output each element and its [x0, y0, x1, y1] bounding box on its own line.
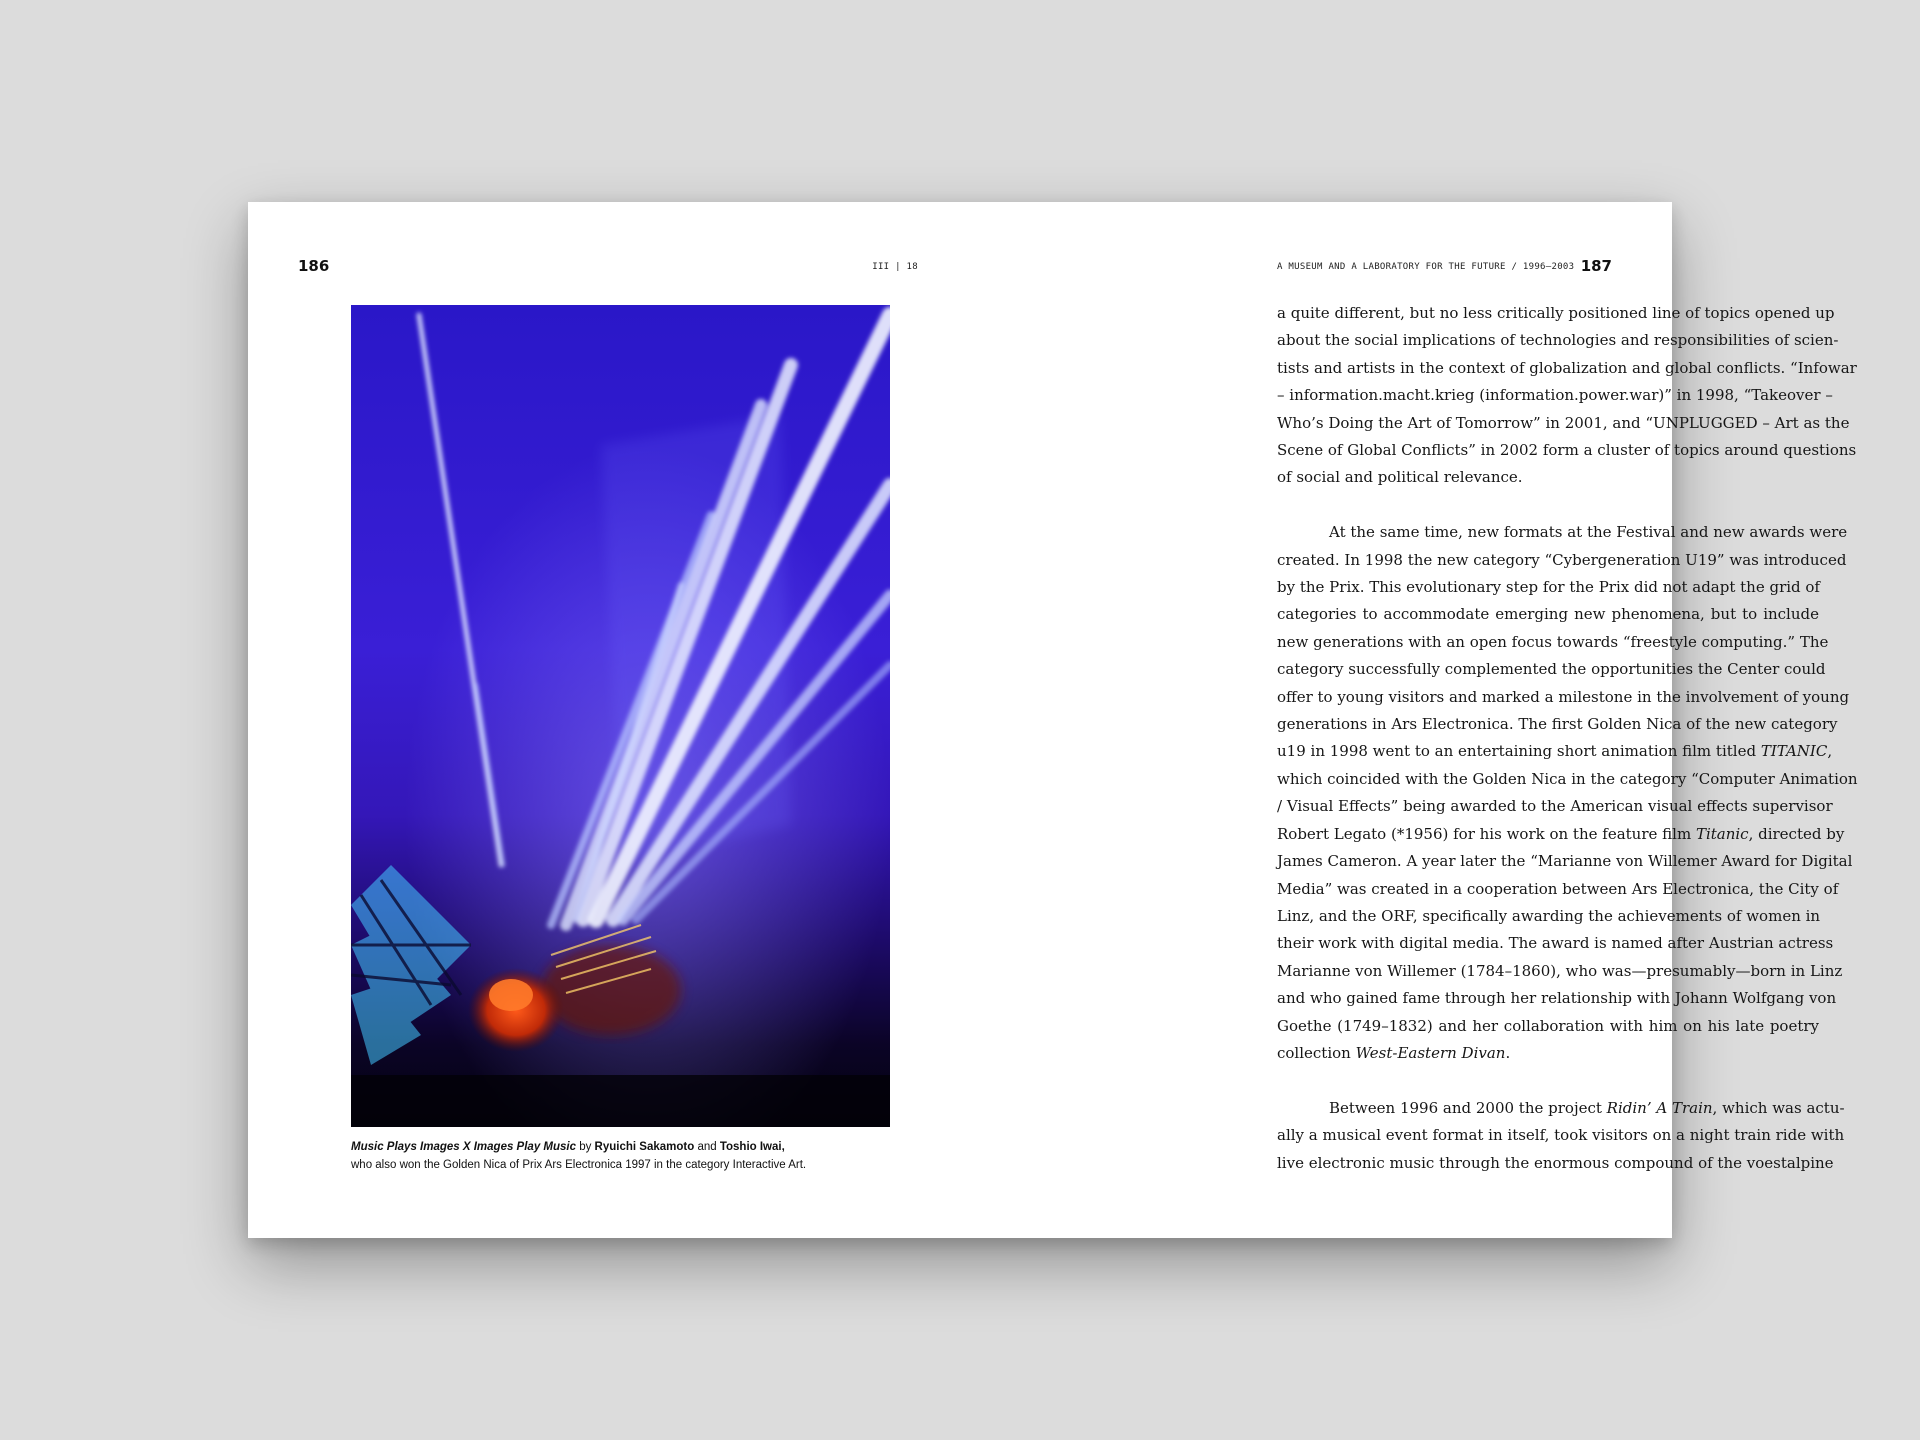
italic-title: West-Eastern Divan	[1355, 1043, 1506, 1062]
text-line	[1277, 985, 1837, 1012]
text-line	[1277, 876, 1839, 903]
caption-artist-2: Toshio Iwai,	[719, 1141, 785, 1153]
text-run: of social and political relevance.	[1277, 468, 1523, 487]
text-run: tists and artists in the context of globalization and global conflicts. “Infowar	[1277, 358, 1857, 377]
text-line	[1277, 355, 1857, 382]
text-run: Robert Legato (*1956) for his work on the feature film	[1277, 824, 1696, 843]
text-line	[1277, 821, 1845, 848]
text-line	[1277, 1040, 1819, 1067]
text-run: and who gained fame through her relationship with Johann Wolfgang von	[1277, 989, 1837, 1008]
text-line	[1277, 1122, 1845, 1149]
caption-artwork-title: Music Plays Images X Images Play Music	[351, 1141, 576, 1153]
text-run: – information.macht.krieg (information.power.war)” in 1998, “Takeover –	[1277, 386, 1833, 405]
text-run: , directed by	[1748, 824, 1845, 843]
body-paragraph	[1277, 1095, 1845, 1177]
running-head: III | 18	[872, 262, 918, 272]
text-run: Marianne von Willemer (1784–1860), who was—presumably—born in Linz	[1277, 961, 1843, 980]
text-run: live electronic music through the enormous compound of the voestalpine	[1277, 1153, 1834, 1172]
text-line	[1277, 382, 1833, 409]
text-run: Between 1996 and 2000 the project	[1329, 1098, 1607, 1117]
text-line	[1277, 738, 1833, 765]
body-text	[1277, 300, 1858, 1177]
text-run: Goethe (1749–1832) and her collaboration with him on his late poetry	[1277, 1016, 1819, 1035]
body-paragraph	[1277, 300, 1857, 492]
caption-by: by	[576, 1141, 595, 1153]
italic-title: Ridin’ A Train	[1606, 1098, 1713, 1117]
caption-and: and	[694, 1141, 720, 1153]
text-line	[1277, 1013, 1819, 1040]
text-line	[1277, 601, 1819, 628]
text-run: Who’s Doing the Art of Tomorrow” in 2001, and “UNPLUGGED – Art as the	[1277, 413, 1850, 432]
text-line	[1277, 547, 1847, 574]
text-run: Media” was created in a cooperation between Ars Electronica, the City of	[1277, 879, 1839, 898]
text-run: about the social implications of technologies and responsibilities of scien-	[1277, 331, 1839, 350]
text-run: offer to young visitors and marked a milestone in the involvement of young	[1277, 687, 1850, 706]
text-line	[1277, 437, 1857, 464]
text-line	[1277, 684, 1850, 711]
text-line	[1277, 793, 1833, 820]
text-line	[1277, 958, 1843, 985]
page-number: 186	[298, 257, 330, 275]
text-line	[1277, 519, 1848, 546]
page-number: 187	[1580, 257, 1612, 275]
text-run: Scene of Global Conflicts” in 2002 form a cluster of topics around questions	[1277, 441, 1857, 460]
text-run: u19 in 1998 went to an entertaining short animation film titled	[1277, 742, 1761, 761]
text-run: .	[1505, 1043, 1511, 1062]
italic-title: TITANIC	[1760, 742, 1828, 761]
text-run: ,	[1827, 742, 1833, 761]
text-line	[1277, 848, 1853, 875]
text-run: ally a musical event format in itself, took visitors on a night train ride with	[1277, 1126, 1845, 1145]
caption-line-1	[351, 1138, 911, 1156]
right-page	[960, 202, 1858, 1238]
text-run: which coincided with the Golden Nica in the category “Computer Animation	[1277, 769, 1858, 788]
italic-title: Titanic	[1695, 824, 1749, 843]
text-line	[1277, 930, 1834, 957]
text-run: category successfully complemented the opportunities the Center could	[1277, 660, 1826, 679]
running-head: A MUSEUM AND A LABORATORY FOR THE FUTURE / 1996–2003	[1277, 262, 1575, 272]
text-run: / Visual Effects” being awarded to the American visual effects supervisor	[1277, 797, 1833, 816]
text-run: their work with digital media. The award is named after Austrian actress	[1277, 934, 1834, 953]
text-run: James Cameron. A year later the “Marianne von Willemer Award for Digital	[1277, 852, 1853, 871]
figure-caption	[351, 1138, 911, 1174]
text-line	[1277, 1150, 1834, 1177]
text-run: Linz, and the ORF, specifically awarding the achievements of women in	[1277, 906, 1821, 925]
left-page	[248, 202, 960, 1238]
text-run: generations in Ars Electronica. The first Golden Nica of the new category	[1277, 715, 1838, 734]
text-run: a quite different, but no less critically positioned line of topics opened up	[1277, 304, 1835, 322]
text-line	[1277, 903, 1819, 930]
text-run: collection	[1277, 1043, 1356, 1062]
text-line	[1277, 629, 1829, 656]
text-run: by the Prix. This evolutionary step for the Prix did not adapt the grid of	[1277, 578, 1820, 597]
concert-photo	[351, 305, 890, 1127]
text-run: At the same time, new formats at the Festival and new awards were	[1329, 523, 1848, 542]
text-line	[1277, 410, 1850, 437]
text-line	[1277, 1095, 1845, 1122]
text-line	[1277, 327, 1839, 354]
caption-artist-1: Ryuichi Sakamoto	[594, 1141, 695, 1153]
text-run: new generations with an open focus towards “freestyle computing.” The	[1277, 632, 1829, 651]
text-line	[1277, 711, 1838, 738]
text-run: created. In 1998 the new category “Cybergeneration U19” was introduced	[1277, 550, 1847, 569]
text-line	[1277, 656, 1826, 683]
text-run: , which was actu-	[1712, 1098, 1845, 1117]
text-run: categories to accommodate emerging new phenomena, but to include	[1277, 605, 1819, 624]
text-line	[1277, 300, 1835, 327]
body-paragraph	[1277, 519, 1858, 1067]
text-line	[1277, 766, 1858, 793]
book-spread	[248, 202, 1858, 1238]
text-line	[1277, 464, 1819, 491]
caption-line-2: who also won the Golden Nica of Prix Ars Electronica 1997 in the category Interactive Art.	[351, 1159, 807, 1171]
text-line	[1277, 574, 1819, 601]
